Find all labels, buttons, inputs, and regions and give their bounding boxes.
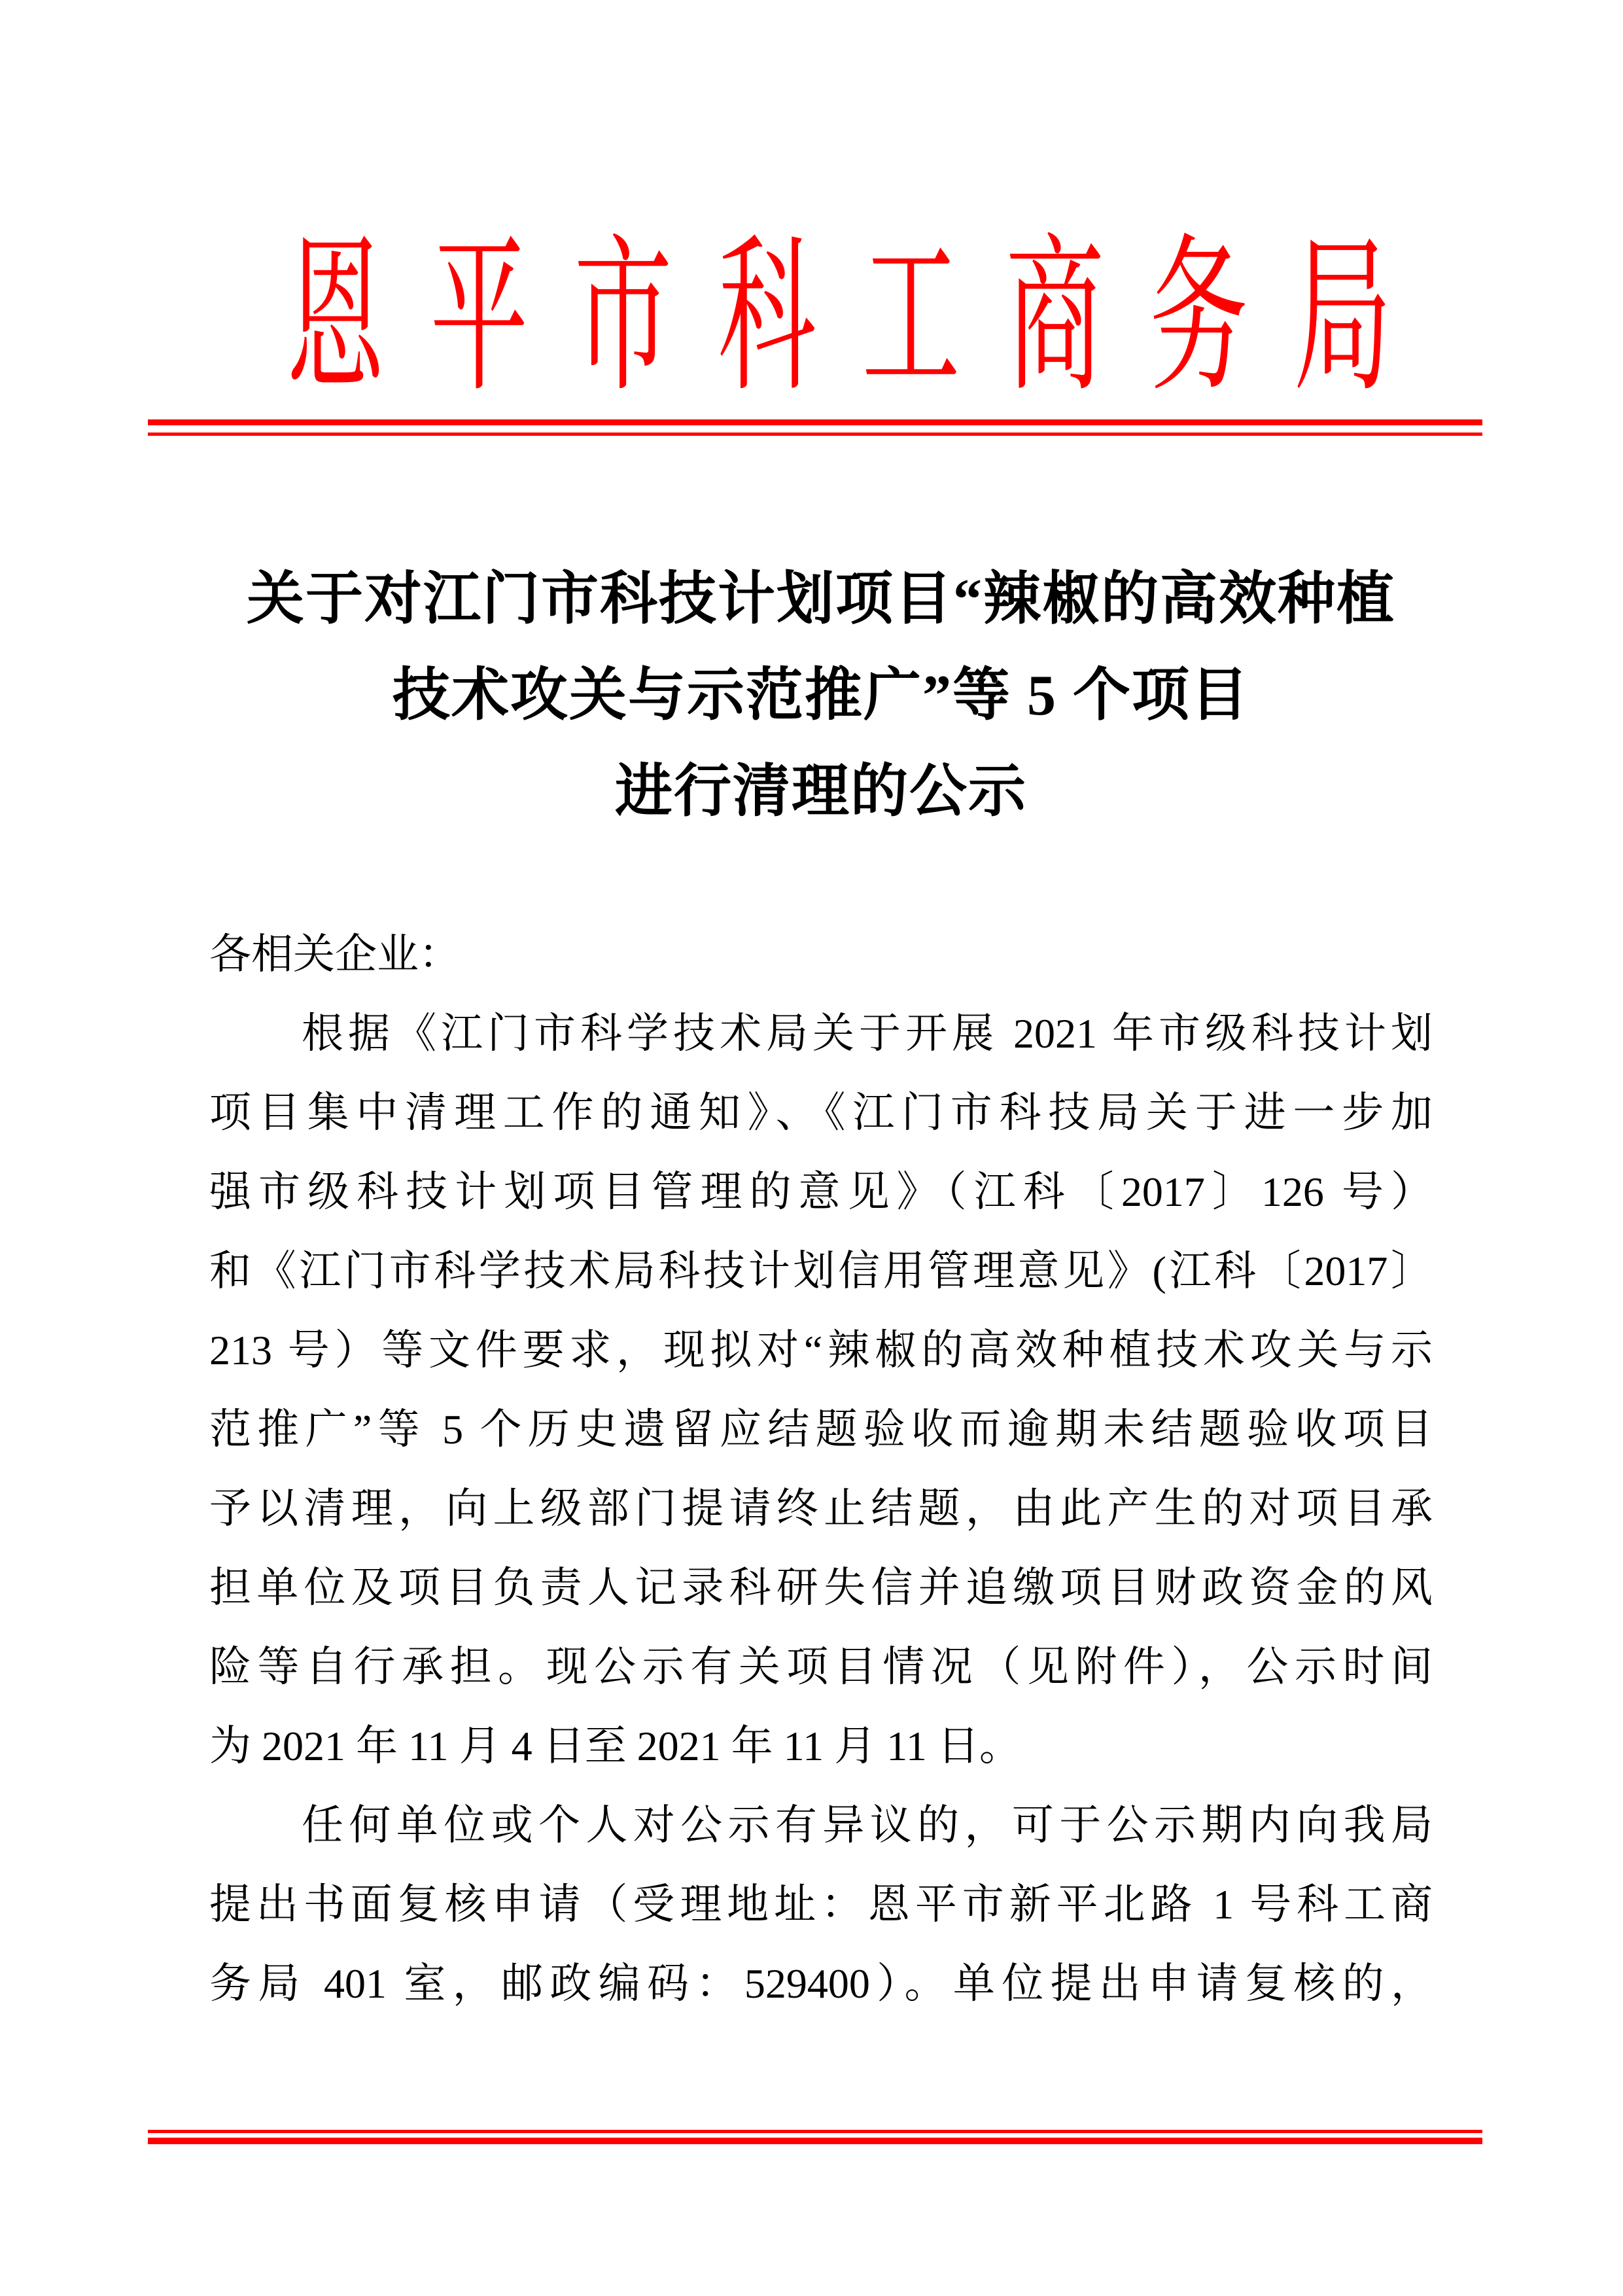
body-line: 务局 401 室，邮政编码：529400）。单位提出申请复核的， xyxy=(209,1960,1433,2007)
document-body xyxy=(209,915,1433,2023)
document-title xyxy=(209,552,1433,840)
document-title-line-1: 关于对江门市科技计划项目“辣椒的高效种植 xyxy=(246,568,1395,631)
body-line: 范推广”等 5 个历史遗留应结题验收而逾期未结题验收项目 xyxy=(209,1406,1433,1453)
body-line: 险等自行承担。现公示有关项目情况（见附件），公示时间 xyxy=(209,1644,1433,1690)
header-rule-thick xyxy=(148,419,1482,425)
body-line: 予以清理，向上级部门提请终止结题，由此产生的对项目承 xyxy=(209,1485,1433,1532)
body-line: 根据《江门市科学技术局关于开展 2021 年市级科技计划 xyxy=(302,1010,1433,1057)
body-line: 项目集中清理工作的通知》、《江门市科技局关于进一步加 xyxy=(209,1089,1433,1136)
footer-rule-thick xyxy=(148,2138,1482,2144)
body-line: 任何单位或个人对公示有异议的，可于公示期内向我局 xyxy=(302,1802,1433,1848)
body-line: 213 号）等文件要求，现拟对“辣椒的高效种植技术攻关与示 xyxy=(209,1327,1433,1373)
agency-title: 恩平市科工商务局 xyxy=(286,225,1438,412)
body-line-salutation: 各相关企业： xyxy=(209,931,461,978)
body-line: 为 2021 年 11 月 4 日至 2021 年 11 月 11 日。 xyxy=(209,1723,1021,1769)
letterhead xyxy=(0,225,1623,412)
header-rule-thin xyxy=(148,433,1482,436)
document-title-line-3: 进行清理的公示 xyxy=(614,760,1027,824)
footer-rule-thin xyxy=(148,2130,1482,2133)
body-line: 担单位及项目负责人记录科研失信并追缴项目财政资金的风 xyxy=(209,1564,1433,1611)
body-line: 强市级科技计划项目管理的意见》（江科〔2017〕126 号） xyxy=(209,1169,1433,1215)
body-line: 和《江门市科学技术局科技计划信用管理意见》(江科〔2017〕 xyxy=(209,1248,1433,1294)
document-title-line-2: 技术攻关与示范推广”等 5 个项目 xyxy=(392,664,1249,728)
body-line: 提出书面复核申请（受理地址：恩平市新平北路 1 号科工商 xyxy=(209,1881,1433,1928)
